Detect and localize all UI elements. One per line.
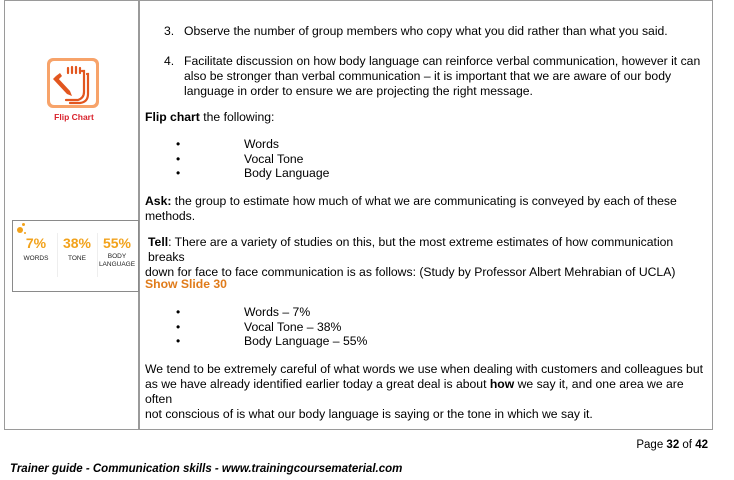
bullet-icon: • [176, 166, 181, 180]
page-number [636, 439, 708, 451]
footer-guide-text: Trainer guide - Communication skills - www.trainingcoursematerial.com [10, 463, 403, 475]
bullet-icon: • [176, 137, 181, 151]
stat-words [17, 235, 55, 263]
stat-value: 38% [62, 235, 92, 251]
slide-thumbnail [12, 220, 139, 292]
ask-keyword: Ask: [145, 194, 172, 208]
closing-text: we say it, and one area we are often [145, 377, 684, 406]
item-text-line: also be stronger than verbal communication – it is important that we are aware of our body [184, 69, 672, 83]
bullet-icon: • [176, 152, 181, 166]
bullet-icon: • [176, 334, 181, 348]
page-total: 42 [695, 439, 708, 451]
item-text [184, 54, 709, 99]
stat-value: 55% [102, 235, 132, 251]
ask-line [145, 194, 710, 209]
bullet-icon: • [176, 320, 181, 334]
closing-line [145, 377, 710, 407]
flip-chart-instruction [145, 110, 710, 125]
closing-text: as we have already identified earlier today a great deal is about [145, 377, 490, 391]
page-current: 32 [666, 439, 680, 451]
ask-paragraph [145, 194, 710, 224]
list-item-text: Vocal Tone – 38% [244, 320, 342, 334]
decorative-dot [22, 223, 25, 226]
item-number: 3. [164, 24, 175, 38]
closing-line: We tend to be extremely careful of what words we use when dealing with customers and colleagues but [145, 362, 703, 376]
page-prefix: Page [636, 439, 667, 451]
list-item-text: Words [244, 137, 279, 151]
flip-chart-icon [44, 56, 102, 110]
stat-tone [58, 235, 96, 263]
column-divider [138, 0, 140, 430]
tell-keyword: Tell [148, 235, 169, 249]
item-text-line: Facilitate discussion on how body language can reinforce verbal communication, however it can [184, 54, 701, 68]
tell-text-line: down for face to face communication is as follows: (Study by Professor Albert Mehrabian of UCLA) [145, 265, 676, 279]
show-slide-instruction: Show Slide 30 [145, 277, 227, 291]
stat-label: WORDS [23, 255, 49, 262]
ask-text-line: methods. [145, 209, 196, 223]
stat-label: TONE [68, 255, 86, 262]
flip-chart-rest: the following: [199, 110, 275, 124]
stat-label [97, 253, 137, 269]
stat-body-language [97, 235, 137, 269]
decorative-dot [17, 227, 23, 233]
left-column [4, 0, 138, 430]
stat-label-line: LANGUAGE [98, 261, 136, 268]
stat-value: 7% [25, 235, 47, 251]
bullet-icon: • [176, 305, 181, 319]
list-item-text: Body Language [244, 166, 330, 180]
item-number: 4. [164, 54, 175, 68]
closing-emphasis: how [489, 377, 515, 391]
list-item-text: Body Language – 55% [244, 334, 368, 348]
tell-paragraph [145, 235, 713, 280]
list-item-text: Vocal Tone [244, 152, 304, 166]
flip-chart-keyword: Flip chart [145, 110, 200, 124]
ask-text: the group to estimate how much of what we are communicating is conveyed by each of these [171, 194, 677, 208]
tell-text: : There are a variety of studies on this, but the most extreme estimates of how communication breaks [148, 235, 674, 264]
page-mid: of [679, 439, 696, 451]
stat-label-line: BODY [107, 253, 127, 260]
item-text: Observe the number of group members who copy what you did rather than what you said. [184, 24, 668, 38]
tell-line [148, 235, 713, 265]
closing-line: not conscious of is what our body language is saying or the tone in which we say it. [145, 407, 593, 421]
item-text-line: language in order to ensure we are projecting the right message. [184, 84, 533, 98]
decorative-dot [24, 232, 26, 234]
closing-paragraph [145, 362, 710, 422]
list-item-text: Words – 7% [244, 305, 311, 319]
flip-chart-label: Flip Chart [54, 112, 94, 122]
